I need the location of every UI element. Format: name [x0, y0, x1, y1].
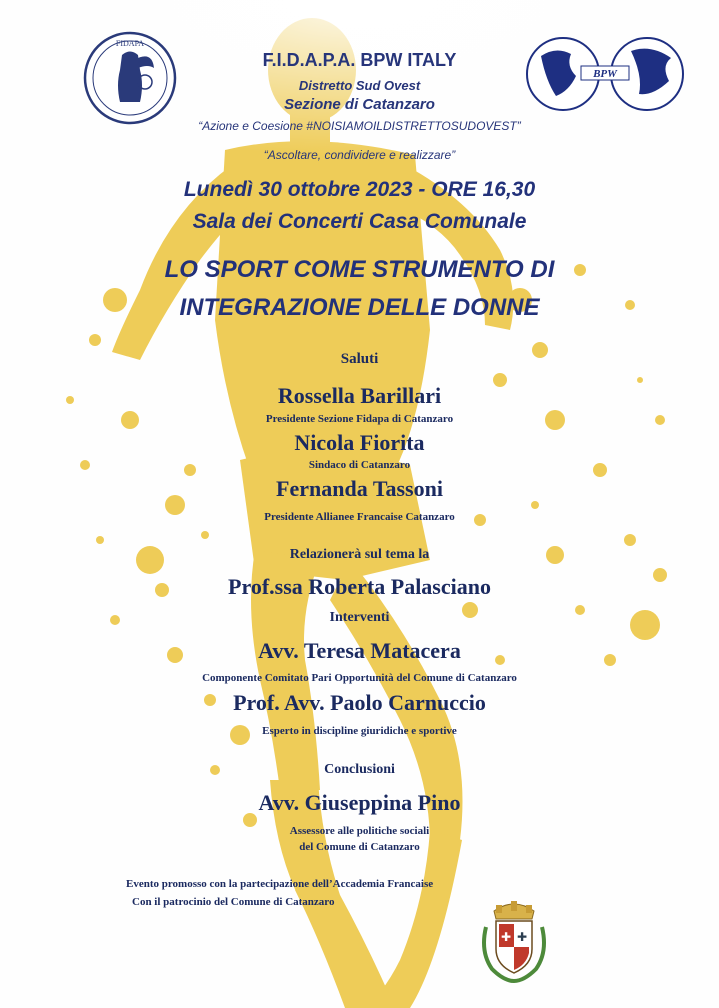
- event-venue: Sala dei Concerti Casa Comunale: [192, 210, 527, 233]
- catanzaro-coat-of-arms: [478, 897, 550, 983]
- greetings-heading: Saluti: [340, 351, 379, 367]
- org-title: F.I.D.A.P.A. BPW ITALY: [262, 50, 457, 70]
- speaker-role: Sindaco di Catanzaro: [308, 459, 411, 471]
- motto-text: “Azione e Coesione #NOISIAMOILDISTRETTOSUDOVEST”: [198, 119, 521, 133]
- speaker-name: Prof.ssa Roberta Palasciano: [228, 574, 491, 599]
- speaker-role: Esperto in discipline giuridiche e sportive: [262, 725, 457, 737]
- conclusions-heading: Conclusioni: [324, 762, 395, 777]
- svg-text:FIDAPA: FIDAPA: [115, 39, 145, 48]
- district-label: Distretto Sud Ovest: [298, 78, 421, 93]
- speaker-name: Nicola Fiorita: [294, 430, 425, 455]
- speaker-role: Assessore alle politiche sociali: [289, 825, 430, 837]
- speaker-name: Avv. Teresa Matacera: [258, 638, 461, 663]
- report-heading: Relazionerà sul tema la: [289, 547, 430, 562]
- patronage-text: Con il patrocinio del Comune di Catanzaro: [132, 896, 335, 908]
- interventions-heading: Interventi: [329, 610, 390, 625]
- svg-text:BPW: BPW: [593, 68, 617, 80]
- event-datetime: Lunedì 30 ottobre 2023 - ORE 16,30: [183, 178, 536, 201]
- svg-text:✚: ✚: [500, 930, 512, 944]
- speaker-name: Prof. Avv. Paolo Carnuccio: [233, 690, 486, 715]
- slogan-text: “Ascoltare, condividere e realizzare”: [263, 148, 456, 162]
- speaker-name: Rossella Barillari: [277, 383, 442, 408]
- section-label: Sezione di Catanzaro: [284, 96, 435, 113]
- event-title-line2: INTEGRAZIONE DELLE DONNE: [179, 294, 540, 321]
- speaker-role: Presidente Allianee Francaise Catanzaro: [264, 511, 455, 523]
- speaker-role: Presidente Sezione Fidapa di Catanzaro: [265, 413, 454, 425]
- speaker-name: Avv. Giuseppina Pino: [258, 790, 461, 815]
- speaker-name: Fernanda Tassoni: [276, 476, 443, 501]
- promo-text: Evento promosso con la partecipazione dell’Accademia Francaise: [126, 878, 434, 890]
- speaker-role: Componente Comitato Pari Opportunità del Comune di Catanzaro: [202, 672, 517, 684]
- event-title-line1: LO SPORT COME STRUMENTO DI: [164, 256, 555, 283]
- speaker-role: del Comune di Catanzaro: [299, 841, 420, 853]
- svg-text:✚: ✚: [516, 930, 528, 944]
